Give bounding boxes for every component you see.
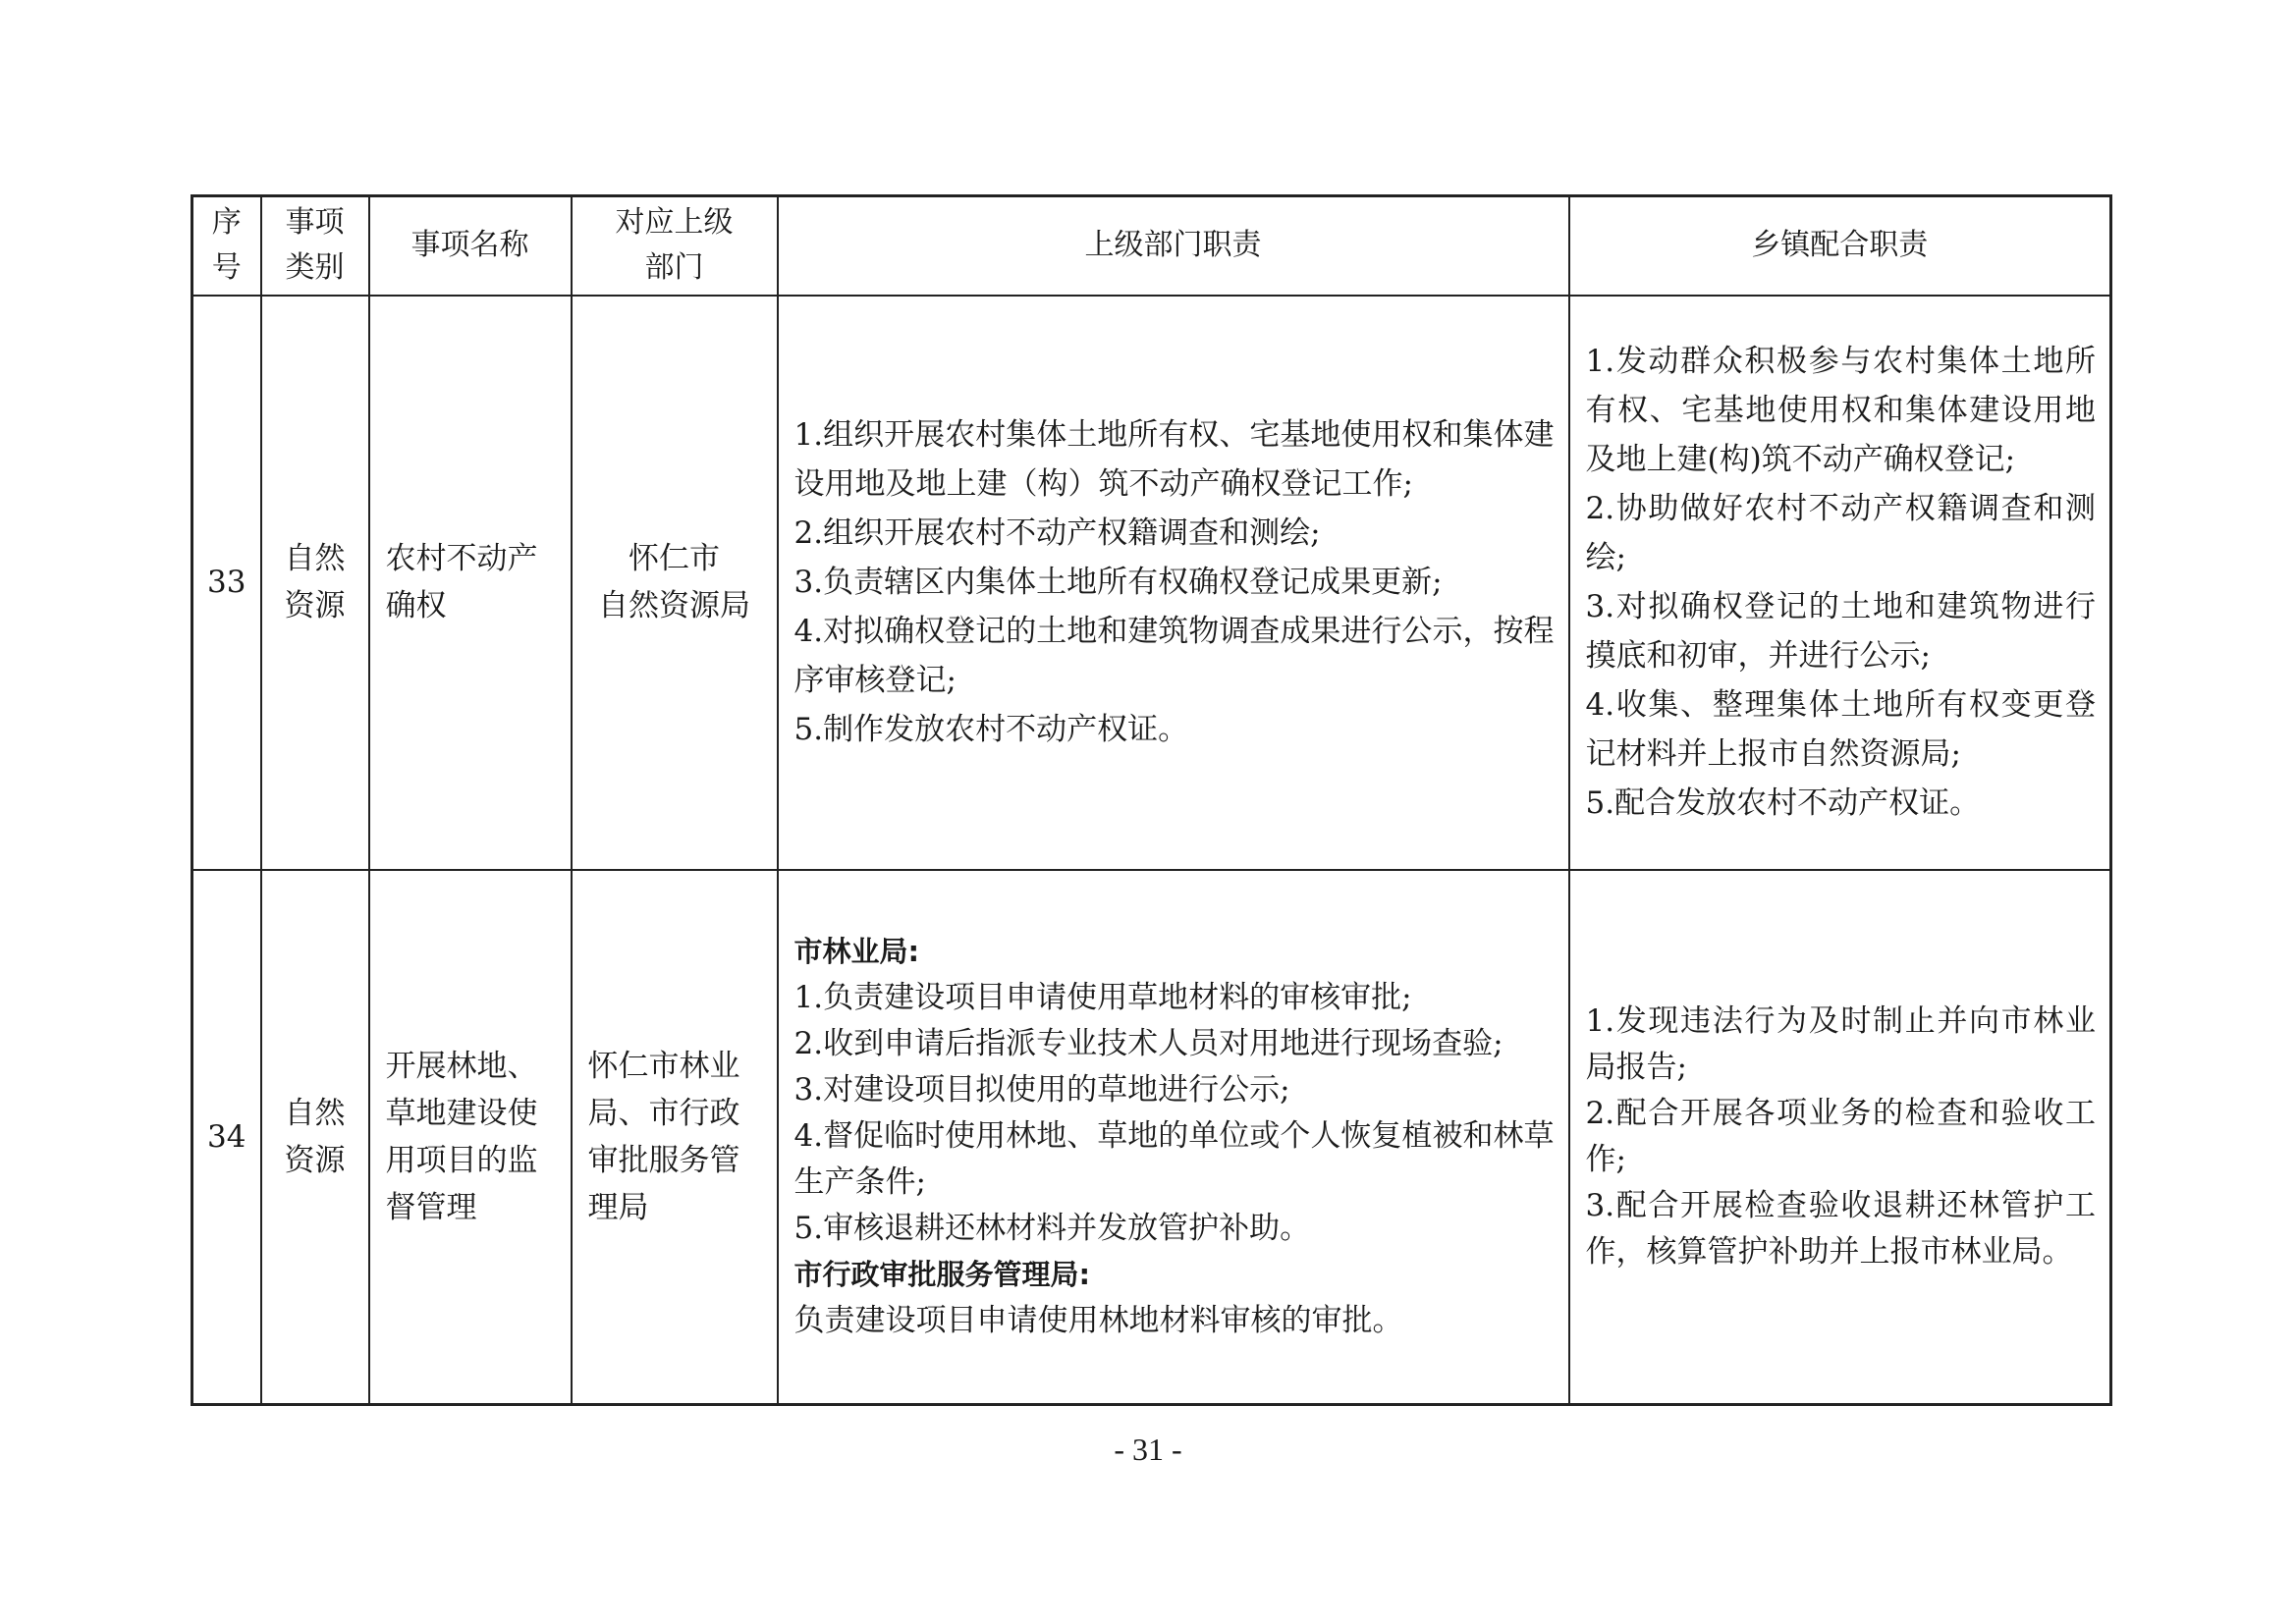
row-town-duties: 1.发现违法行为及时制止并向市林业局报告; 2.配合开展各项业务的检查和验收工作; 3.配合开展检查验收退耕还林管护工作，核算管护补助并上报市林业局。 — [1569, 870, 2111, 1405]
table-row — [192, 296, 2111, 870]
responsibility-table — [191, 194, 2112, 1406]
row-upper-duties: 市林业局: 1.负责建设项目申请使用草地材料的审核审批; 2.收到申请后指派专业技术人员对用地进行现场查验; 3.对建设项目拟使用的草地进行公示; 4.督促临时使用林地、草地的单位或个人恢复植被和林草生产条件; 5.审核退耕还林材料并发放管护补助。 市行政审批服务管理局: 负责建设项目申请使用林地材料审核的审批。 — [778, 870, 1569, 1405]
row-category: 自然 资源 — [261, 296, 369, 870]
row-item-name: 农村不动产 确权 — [369, 296, 572, 870]
header-upper-duties: 上级部门职责 — [778, 196, 1569, 296]
row-town-duties: 1.发动群众积极参与农村集体土地所有权、宅基地使用权和集体建设用地及地上建(构)筑不动产确权登记; 2.协助做好农村不动产权籍调查和测绘; 3.对拟确权登记的土地和建筑物进行摸底和初审，并进行公示; 4.收集、整理集体土地所有权变更登记材料并上报市自然资源局; 5.配合发放农村不动产权证。 — [1569, 296, 2111, 870]
table-row — [192, 870, 2111, 1405]
row-upper-duties: 1.组织开展农村集体土地所有权、宅基地使用权和集体建设用地及地上建（构）筑不动产确权登记工作; 2.组织开展农村不动产权籍调查和测绘; 3.负责辖区内集体土地所有权确权登记成果更新; 4.对拟确权登记的土地和建筑物调查成果进行公示，按程序审核登记; 5.制作发放农村不动产权证。 — [778, 296, 1569, 870]
row-category: 自然 资源 — [261, 870, 369, 1405]
duty-section-heading: 市林业局: — [793, 935, 920, 969]
header-item-name: 事项名称 — [369, 196, 572, 296]
row-upper-dept: 怀仁市 自然资源局 — [572, 296, 778, 870]
header-index: 序 号 — [192, 196, 261, 296]
header-upper-dept: 对应上级 部门 — [572, 196, 778, 296]
row-item-name: 开展林地、 草地建设使 用项目的监 督管理 — [369, 870, 572, 1405]
header-category: 事项 类别 — [261, 196, 369, 296]
duty-section-heading: 市行政审批服务管理局: — [793, 1258, 1091, 1292]
row-upper-dept: 怀仁市林业 局、市行政 审批服务管 理局 — [572, 870, 778, 1405]
header-row — [192, 196, 2111, 296]
page-number: - 31 - — [1114, 1432, 1182, 1467]
row-number: 34 — [192, 870, 261, 1405]
row-number: 33 — [192, 296, 261, 870]
header-town-duties: 乡镇配合职责 — [1569, 196, 2111, 296]
